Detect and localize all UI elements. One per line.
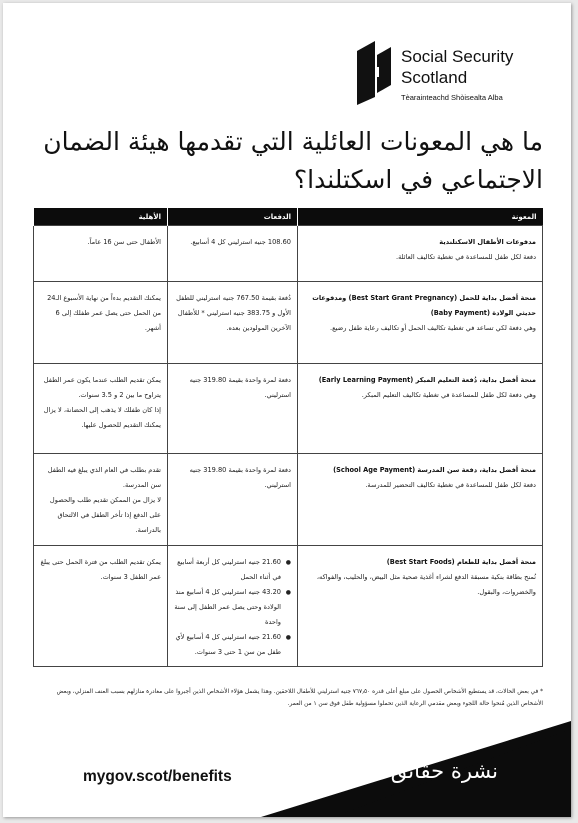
eligibility-text: يمكن تقديم الطلب عندما يكون عمر الطفل يتراوح ما بين 2 و 3.5 سنوات.: [43, 376, 161, 399]
benefit-description: وهي دفعة لكل طفل للمساعدة في تغطية تكاليف التعليم المبكر.: [361, 391, 536, 399]
page-title: ما هي المعونات العائلية التي تقدمها هيئة الضمان الاجتماعي في اسكتلندا؟: [43, 127, 543, 194]
payment-text: 108.60 جنيه استرليني كل 4 أسابيع.: [190, 238, 291, 246]
benefit-description: دفعة لكل طفل للمساعدة في تغطية تكاليف العائلة.: [395, 253, 536, 261]
eligibility-text: الأطفال حتى سن 16 عاماً.: [87, 238, 161, 246]
logo-line-2: Scotland: [401, 68, 468, 87]
benefit-name: مدفوعات الأطفال الاسكتلندية: [439, 238, 536, 246]
payment-text: دفعة لمرة واحدة بقيمة 319.80 جنيه استرليني.: [189, 376, 291, 399]
factsheet-label: نشرة حقائق: [390, 759, 498, 783]
factsheet-page: [3, 3, 571, 817]
payments-cell: [168, 546, 298, 667]
table-row: [34, 364, 543, 454]
benefit-name: منحة أفضل بداية للطعام (Best Start Foods): [386, 558, 536, 566]
footer-band: [3, 721, 571, 817]
payments-cell: [168, 454, 298, 546]
payments-cell: [168, 282, 298, 364]
eligibility-text: يمكن تقديم الطلب من فترة الحمل حتى يبلغ عمر الطفل 3 سنوات.: [40, 558, 161, 581]
benefit-cell: [298, 546, 543, 667]
header-eligibility: الأهلية: [34, 208, 168, 226]
payment-text: دفعة لمرة واحدة بقيمة 319.80 جنيه استرليني.: [189, 466, 291, 489]
eligibility-text: إذا كان طفلك لا يذهب إلى الحضانة، لا يزال يمكنك التقديم للحصول عليها.: [43, 406, 161, 429]
benefit-description: دفعة لكل طفل للمساعدة في تغطية تكاليف التحضير للمدرسة.: [365, 481, 536, 489]
payment-item: ● 43.20 جنيه استرليني كل 4 أسابيع منذ الولادة وحتى يصل عمر الطفل إلى سنة واحدة: [174, 585, 281, 630]
benefit-name: منحة أفضل بداية للحمل (Best Start Grant Pregnancy) ومدفوعات حديثي الولادة (Baby Payment): [312, 294, 536, 317]
benefit-cell: [298, 226, 543, 282]
benefits-table: [33, 208, 543, 667]
table-row: [34, 454, 543, 546]
payment-item: ● 21.60 جنيه استرليني كل أربعة أسابيع في أثناء الحمل: [174, 555, 281, 585]
header-payments: الدفعات: [168, 208, 298, 226]
benefit-cell: [298, 454, 543, 546]
social-security-scotland-logo: [355, 37, 555, 109]
eligibility-text: لا يزال من الممكن تقديم طلب والحصول على الدفع إذا تأخر الطفل في الالتحاق بالدراسة.: [49, 496, 161, 534]
website-link[interactable]: mygov.scot/benefits: [83, 768, 232, 785]
eligibility-cell: [34, 226, 168, 282]
payment-item: ● 21.60 جنيه استرليني كل 4 أسابيع لأي طفل من سن 1 حتى 3 سنوات.: [174, 630, 281, 660]
footnote: * في بعض الحالات، قد يستطيع الأشخاص الحصول على مبلغ أعلى قدره ٧٦٧٫٥٠ جنيه استرليني للأطفال اللاحقين. وهذا يشمل هؤلاء الأشخاص الذين أجبروا على مغادرة منازلهم بسبب العنف المنزلي، وبعض الأشخاص الذين مُنحوا حالة اللجوء وبعض مقدمي الرعاية الذين تحملوا مسؤولية طفل فوق سن ١ من العمر.: [56, 689, 543, 707]
eligibility-cell: [34, 546, 168, 667]
eligibility-text: تقدم بطلب في العام الذي يبلغ فيه الطفل سن المدرسة.: [47, 466, 161, 489]
payments-cell: [168, 226, 298, 282]
benefit-description: نُمنح بطاقة بنكية مسبقة الدفع لشراء أغذية صحية مثل البيض، والحليب، والفواكه، والخضروات، والبقول.: [316, 573, 536, 596]
table-row: [34, 226, 543, 282]
benefit-name: منحة أفضل بداية، دفعة سن المدرسة (School Age Payment): [333, 466, 536, 474]
eligibility-cell: [34, 454, 168, 546]
header-benefit: المعونة: [298, 208, 543, 226]
benefit-name: منحة أفضل بداية، دُفعة التعليم المبكر (Early Learning Payment): [318, 376, 536, 384]
eligibility-cell: [34, 282, 168, 364]
eligibility-text: يمكنك التقديم بدءاً من نهاية الأسبوع الـ24 من الحمل حتى يصل عمر طفلك إلى 6 أشهر.: [47, 294, 161, 332]
payment-text: دُفعة بقيمة 767.50 جنيه استرليني للطفل الأول و 383.75 جنيه استرليني * للأطفال الآخرين المولودين بعده.: [176, 294, 291, 332]
benefit-cell: [298, 364, 543, 454]
benefit-description: وهي دفعة لكي تساعد في تغطية تكاليف الحمل أو تكاليف رعاية طفل رضيع.: [330, 324, 536, 332]
logo-line-3: Tèarainteachd Shòisealta Alba: [401, 93, 503, 102]
benefit-cell: [298, 282, 543, 364]
logo-mark-icon: [355, 37, 395, 109]
table-row: [34, 546, 543, 667]
logo-line-1: Social Security: [401, 47, 514, 66]
payments-cell: [168, 364, 298, 454]
eligibility-cell: [34, 364, 168, 454]
table-header-row: [34, 208, 543, 226]
table-row: [34, 282, 543, 364]
